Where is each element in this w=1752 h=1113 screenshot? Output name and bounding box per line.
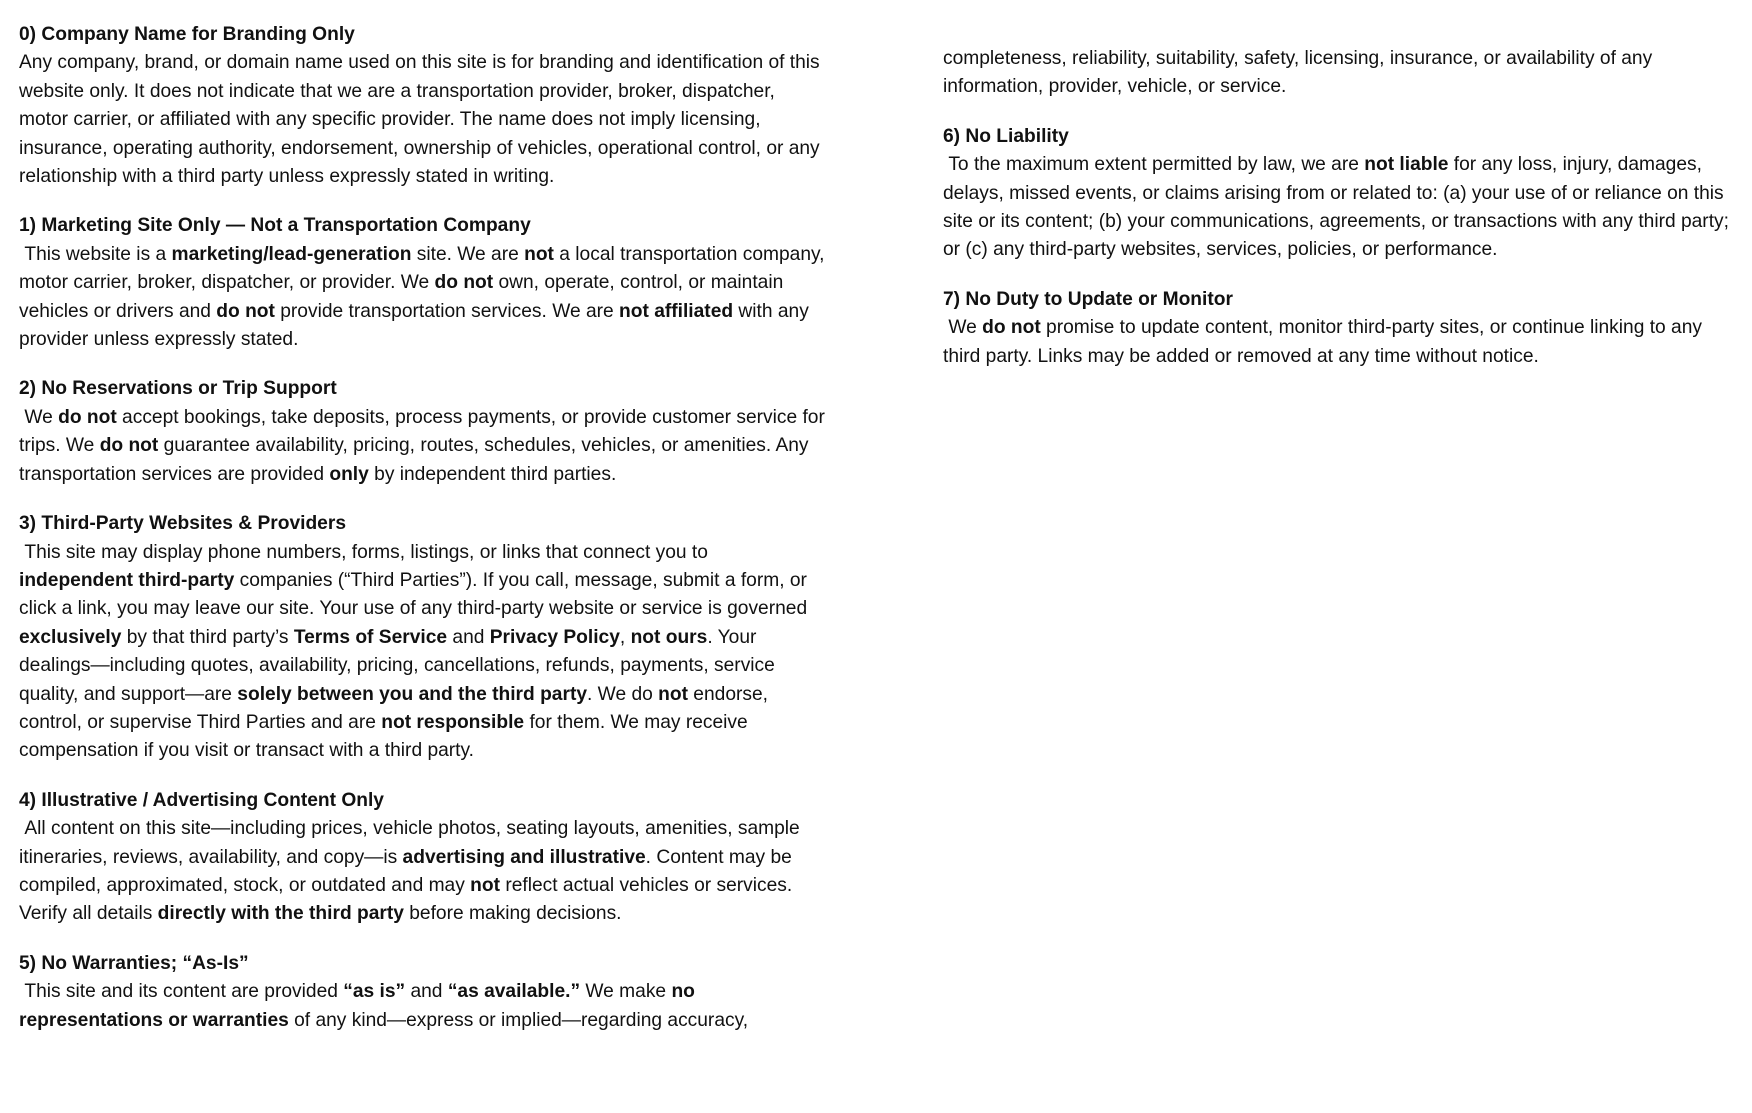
paragraph-continuation [943,45,1743,102]
bold-text: advertising and illustrative [402,846,646,868]
bold-text: “as is” [343,981,406,1003]
bold-text: solely between you and the third party [237,683,588,705]
section-heading: 4) Illustrative / Advertising Content Only [19,789,384,811]
section [19,950,825,1035]
section [19,375,831,489]
section [19,510,825,766]
bold-text: not [658,683,688,705]
section-body: To the maximum extent permitted by law, we are not liable for any loss, injury, damages, delays, missed events, or claims arising from or related to: (a) your use of or reliance on this site or its content; (b) your communications, agreements, or transactions with any third party; or (c) any third-party websites, services, policies, or performance. [943,154,1735,261]
bold-text: not ours [630,626,708,648]
section-body: Any company, brand, or domain name used on this site is for branding and identification of this website only. It does not indicate that we are a transportation provider, broker, dispatcher, motor carrier, or affiliated with any specific provider. The name does not imply licensing, insurance, operating authority, endorsement, ownership of vehicles, operational control, or any relationship with a third party unless expressly stated in writing. [19,52,825,188]
bold-text: do not [982,317,1041,339]
section-heading: 5) No Warranties; “As-Is” [19,952,249,974]
section-heading: 6) No Liability [943,125,1069,147]
bold-text: not affiliated [619,300,734,322]
bold-text: do not [99,435,159,457]
section-body: This site may display phone numbers, forms, listings, or links that connect you to independent third-party companies (“Third Parties”). If you call, message, submit a form, or click a link, you may leave our site. Your use of any third-party website or service is governed exclusively by that third party’s Terms of Service and Privacy Policy, not ours. Your dealings—including quotes, availability, pricing, cancellations, refunds, payments, service quality, and support—are solely between you and the third party. We do not endorse, control, or supervise Third Parties and are not responsible for them. We may receive compensation if you visit or transact with a third party. [19,541,813,762]
section-body: completeness, reliability, suitability, safety, licensing, insurance, or availability of any information, provider, vehicle, or service. [943,48,1658,98]
bold-text: do not [58,406,117,428]
section-body: This website is a marketing/lead-generation site. We are not a local transportation company, motor carrier, broker, dispatcher, or provider. We do not own, operate, control, or maintain vehicles or drivers and do not provide transportation services. We are not affiliated with any provider unless expressly stated. [19,243,830,351]
section [19,787,825,929]
section-body: This site and its content are provided “as is” and “as available.” We make no representations or warranties of any kind—express or implied—regarding accuracy, [19,981,749,1031]
bold-text: only [329,463,369,485]
bold-text: not responsible [381,711,525,733]
section-heading: 1) Marketing Site Only — Not a Transportation Company [19,215,531,237]
bold-text: exclusively [19,626,122,648]
bold-text: not [524,243,554,265]
bold-text: do not [216,300,275,322]
section-heading: 3) Third-Party Websites & Providers [19,513,346,535]
section-body: All content on this site—including prices, vehicle photos, seating layouts, amenities, sample itineraries, reviews, availability, and copy—is advertising and illustrative. Content may be compiled, approximated, stock, or outdated and may not reflect actual vehicles or services. Verify all details directly with the third party before making decisions. [19,818,806,925]
left-column [19,21,831,1056]
section-heading: 2) No Reservations or Trip Support [19,378,337,400]
bold-text: Terms of Service [293,626,448,648]
bold-text: marketing/lead-generation [171,243,412,265]
bold-text: independent third-party [19,569,235,591]
section [19,212,830,354]
bold-text: no representations or warranties [19,981,701,1031]
right-column [943,45,1743,392]
section [943,286,1743,371]
section-body: We do not promise to update content, monitor third-party sites, or continue linking to any third party. Links may be added or removed at any time without notice. [943,317,1708,367]
bold-text: not liable [1364,154,1449,176]
section-heading: 0) Company Name for Branding Only [19,24,355,45]
bold-text: “as available.” [447,981,581,1003]
section-heading: 7) No Duty to Update or Monitor [943,288,1233,310]
bold-text: do not [434,272,494,294]
bold-text: Privacy Policy [489,626,620,648]
section [19,21,825,191]
section-body: We do not accept bookings, take deposits, process payments, or provide customer service for trips. We do not guarantee availability, pricing, routes, schedules, vehicles, or amenities. Any transportation services are provided only by independent third parties. [19,406,831,485]
bold-text: not [470,874,500,896]
section [943,123,1743,265]
bold-text: directly with the third party [157,903,404,925]
